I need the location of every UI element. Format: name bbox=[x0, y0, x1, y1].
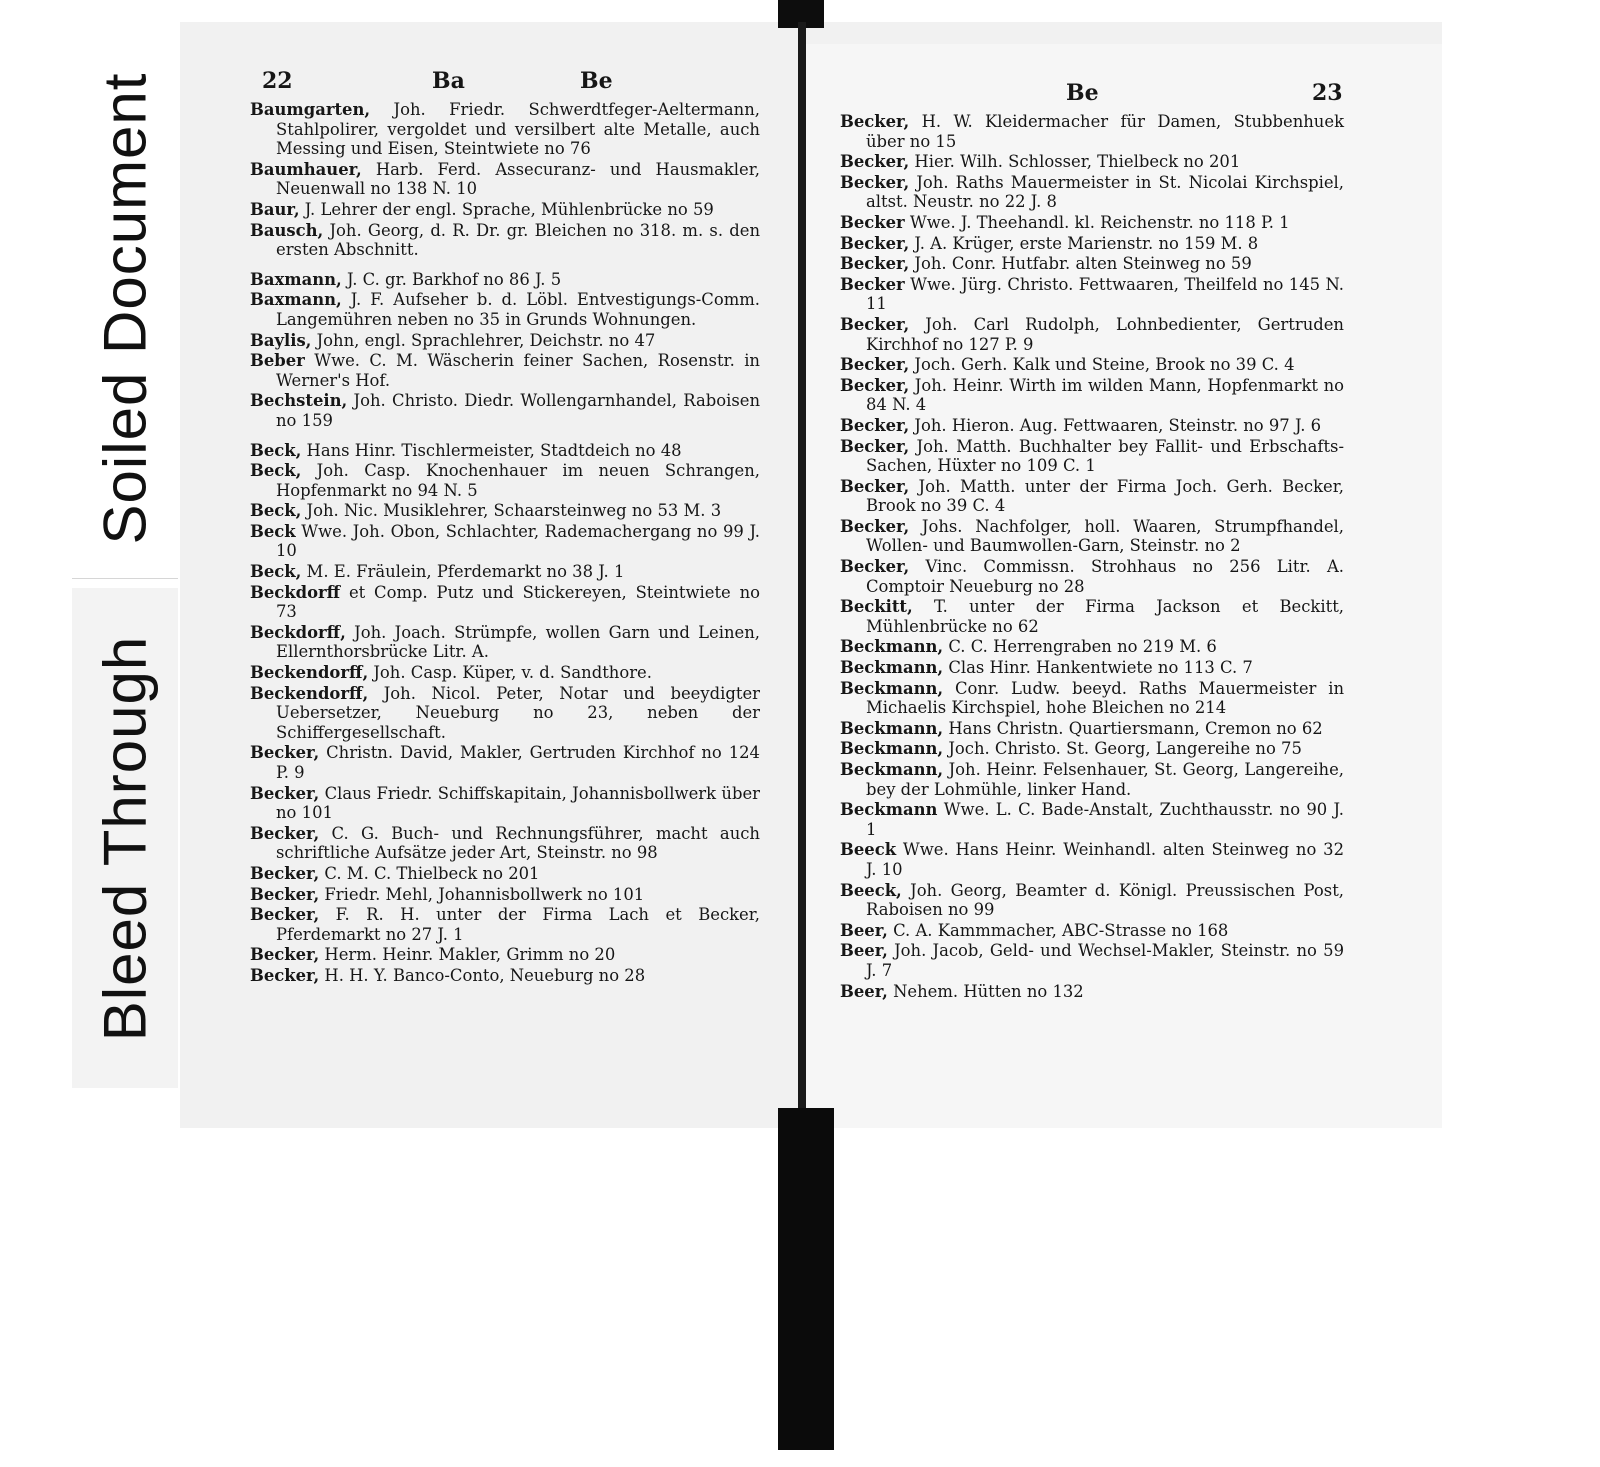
entry-text: Claus Friedr. Schiffskapitain, Johannisbollwerk über no 101 bbox=[276, 783, 760, 823]
directory-entry bbox=[840, 881, 1344, 920]
entry-text: Joh. Christo. Diedr. Wollengarnhandel, Raboisen no 159 bbox=[276, 391, 760, 430]
directory-entry bbox=[840, 597, 1344, 636]
entry-name: Becker, bbox=[840, 516, 910, 536]
entry-text: Wwe. L. C. Bade-Anstalt, Zuchthausstr. no 90 J. 1 bbox=[866, 800, 1344, 839]
entry-name: Beckdorff bbox=[250, 582, 341, 602]
entry-text: Nehem. Hütten no 132 bbox=[887, 981, 1084, 1001]
entry-name: Becker, bbox=[250, 743, 320, 763]
entry-name: Becker, bbox=[840, 172, 910, 192]
directory-entry bbox=[250, 684, 760, 743]
entry-name: Beckmann, bbox=[840, 637, 944, 657]
entry-name: Becker, bbox=[840, 233, 910, 253]
entry-name: Baxmann, bbox=[250, 290, 342, 310]
entry-name: Beckmann, bbox=[840, 739, 944, 759]
entry-text: J. Lehrer der engl. Sprache, Mühlenbrücke no 59 bbox=[299, 199, 714, 219]
entry-name: Becker, bbox=[250, 863, 320, 883]
watermark-label bbox=[72, 48, 178, 1068]
entry-text: Harb. Ferd. Assecuranz- und Hausmakler, Neuenwall no 138 N. 10 bbox=[276, 159, 760, 199]
directory-entry bbox=[250, 391, 760, 430]
entry-name: Beck, bbox=[250, 562, 302, 582]
entry-text: Wwe. Joh. Obon, Schlachter, Rademachergang no 99 J. 10 bbox=[276, 521, 760, 561]
directory-entry bbox=[840, 982, 1344, 1002]
entry-text: Joh. Matth. Buchhalter bey Fallit- und Erbschafts-Sachen, Hüxter no 109 C. 1 bbox=[866, 436, 1344, 476]
entry-name: Beckmann, bbox=[840, 760, 944, 779]
directory-entry bbox=[250, 784, 760, 823]
entry-name: Beeck bbox=[840, 840, 897, 860]
entry-text: John, engl. Sprachlehrer, Deichstr. no 47 bbox=[311, 330, 656, 350]
entry-text: Joh. Matth. unter der Firma Joch. Gerh. Becker, Brook no 39 C. 4 bbox=[866, 476, 1344, 516]
directory-entry bbox=[840, 173, 1344, 212]
entry-name: Beckendorff, bbox=[250, 663, 369, 683]
entry-text: Herm. Heinr. Makler, Grimm no 20 bbox=[319, 945, 616, 965]
directory-entry bbox=[250, 885, 760, 905]
watermark-bleed-through: Bleed Through bbox=[91, 635, 159, 1041]
entry-name: Beckendorff, bbox=[250, 683, 369, 703]
entry-name: Beckdorff, bbox=[250, 622, 346, 642]
directory-entry bbox=[840, 679, 1344, 718]
directory-entry bbox=[840, 477, 1344, 516]
watermark-divider bbox=[72, 578, 178, 579]
entry-name: Becker, bbox=[840, 254, 910, 274]
left-running-head-1: Ba bbox=[432, 68, 465, 94]
directory-entry bbox=[840, 840, 1344, 879]
entry-name: Beckmann, bbox=[840, 658, 944, 678]
directory-entry bbox=[840, 719, 1344, 739]
entry-name: Becker, bbox=[840, 476, 910, 496]
entry-name: Beer, bbox=[840, 941, 888, 961]
watermark-bottom bbox=[72, 588, 178, 1088]
entry-name: Baxmann, bbox=[250, 269, 342, 289]
entry-text: H. H. Y. Banco-Conto, Neueburg no 28 bbox=[319, 965, 646, 985]
directory-entry bbox=[250, 501, 760, 521]
watermark-soiled-document: Soiled Document bbox=[91, 72, 159, 544]
directory-entry bbox=[250, 160, 760, 199]
directory-entry bbox=[250, 461, 760, 500]
book-gutter bbox=[798, 22, 806, 1112]
entry-text: Vinc. Commissn. Strohhaus no 256 Litr. A. Comptoir Neueburg no 28 bbox=[866, 557, 1344, 596]
entry-text: C. A. Kammmacher, ABC-Strasse no 168 bbox=[887, 920, 1229, 940]
entry-name: Baumhauer, bbox=[250, 159, 362, 179]
entry-name: Beber bbox=[250, 351, 305, 371]
entry-name: Beck, bbox=[250, 461, 302, 481]
entry-name: Beck bbox=[250, 521, 296, 541]
directory-entry bbox=[250, 100, 760, 159]
directory-entry bbox=[840, 437, 1344, 476]
entry-text: Joh. Casp. Knochenhauer im neuen Schrangen, Hopfenmarkt no 94 N. 5 bbox=[276, 461, 760, 500]
left-running-head-2: Be bbox=[580, 68, 613, 94]
entry-text: Friedr. Mehl, Johannisbollwerk no 101 bbox=[319, 884, 645, 904]
directory-entry bbox=[250, 221, 760, 260]
entry-name: Becker bbox=[840, 212, 905, 232]
entry-text: Clas Hinr. Hankentwiete no 113 C. 7 bbox=[943, 658, 1253, 678]
directory-entry bbox=[840, 234, 1344, 254]
entry-name: Becker, bbox=[840, 355, 910, 375]
entry-text: Joh. Nicol. Peter, Notar und beeydigter Uebersetzer, Neueburg no 23, neben der Schiffergesellschaft. bbox=[276, 683, 760, 742]
entry-name: Becker, bbox=[840, 314, 910, 334]
directory-entry bbox=[250, 966, 760, 986]
directory-entry bbox=[840, 739, 1344, 759]
entry-text: F. R. H. unter der Firma Lach et Becker, Pferdemarkt no 27 J. 1 bbox=[276, 905, 760, 944]
entry-name: Becker, bbox=[840, 436, 910, 456]
entry-text: C. M. C. Thielbeck no 201 bbox=[319, 863, 540, 883]
entry-name: Becker, bbox=[840, 375, 910, 395]
directory-entry bbox=[250, 623, 760, 662]
entry-name: Baumgarten, bbox=[250, 100, 371, 119]
entry-name: Beer, bbox=[840, 920, 888, 940]
entry-text: et Comp. Putz und Stickereyen, Steintwiete no 73 bbox=[276, 582, 760, 622]
entry-text: Wwe. C. M. Wäscherin feiner Sachen, Rosenstr. in Werner's Hof. bbox=[276, 351, 760, 390]
directory-entry bbox=[250, 743, 760, 782]
directory-entry bbox=[840, 941, 1344, 980]
entry-name: Bechstein, bbox=[250, 391, 348, 411]
entry-text: Joh. Nic. Musiklehrer, Schaarsteinweg no 53 M. 3 bbox=[301, 501, 722, 521]
entry-name: Becker, bbox=[840, 112, 910, 131]
entry-name: Baylis, bbox=[250, 330, 312, 350]
directory-entry bbox=[840, 254, 1344, 274]
directory-entry bbox=[250, 441, 760, 461]
directory-entry bbox=[840, 152, 1344, 172]
directory-entry bbox=[250, 200, 760, 220]
entry-text: M. E. Fräulein, Pferdemarkt no 38 J. 1 bbox=[301, 562, 625, 582]
entry-text: Joh. Georg, d. R. Dr. gr. Bleichen no 318. m. s. den ersten Abschnitt. bbox=[276, 220, 760, 260]
entry-text: Joh. Georg, Beamter d. Königl. Preussischen Post, Raboisen no 99 bbox=[866, 880, 1344, 920]
entry-text: Wwe. Hans Heinr. Weinhandl. alten Steinweg no 32 J. 10 bbox=[866, 840, 1344, 879]
directory-entry bbox=[840, 800, 1344, 839]
entry-text: Joh. Friedr. Schwerdtfeger-Aeltermann, Stahlpolirer, vergoldet und versilbert alte Metalle, auch Messing und Eisen, Steintwiete no 76 bbox=[276, 100, 760, 159]
entry-text: Wwe. J. Theehandl. kl. Reichenstr. no 118 P. 1 bbox=[904, 212, 1290, 232]
directory-entry bbox=[250, 270, 760, 290]
entry-text: Wwe. Jürg. Christo. Fettwaaren, Theilfeld no 145 N. 11 bbox=[866, 274, 1344, 314]
entry-text: Johs. Nachfolger, holl. Waaren, Strumpfhandel, Wollen- und Baumwollen-Garn, Steinstr. no 2 bbox=[866, 516, 1344, 556]
entry-name: Beck, bbox=[250, 501, 302, 521]
entry-name: Beckmann, bbox=[840, 678, 944, 698]
entry-name: Becker, bbox=[250, 905, 320, 925]
right-page bbox=[840, 72, 1344, 1002]
entry-text: J. F. Aufseher b. d. Löbl. Entvestigungs-Comm. Langemühren neben no 35 in Grunds Wohnungen. bbox=[276, 290, 760, 329]
directory-entry bbox=[250, 945, 760, 965]
entry-text: J. A. Krüger, erste Marienstr. no 159 M. 8 bbox=[909, 233, 1259, 253]
entry-text: T. unter der Firma Jackson et Beckitt, Mühlenbrücke no 62 bbox=[866, 597, 1344, 636]
directory-entry bbox=[840, 355, 1344, 375]
directory-entry bbox=[250, 905, 760, 944]
entry-name: Becker, bbox=[250, 823, 320, 843]
entry-text: Joch. Christo. St. Georg, Langereihe no 75 bbox=[943, 739, 1302, 759]
directory-entry bbox=[250, 290, 760, 329]
entry-name: Becker, bbox=[250, 783, 320, 803]
entry-text: Joh. Joach. Strümpfe, wollen Garn und Leinen, Ellernthorsbrücke Litr. A. bbox=[276, 622, 760, 662]
directory-entry bbox=[250, 583, 760, 622]
directory-entry bbox=[840, 275, 1344, 314]
entry-text: Joch. Gerh. Kalk und Steine, Brook no 39 C. 4 bbox=[909, 355, 1295, 375]
entry-name: Beck, bbox=[250, 440, 302, 460]
left-page-number: 22 bbox=[262, 68, 293, 94]
entry-name: Becker, bbox=[840, 152, 910, 172]
directory-entry bbox=[250, 351, 760, 390]
directory-entry bbox=[840, 658, 1344, 678]
left-entry-list bbox=[250, 100, 760, 986]
entry-name: Becker, bbox=[840, 557, 910, 577]
entry-name: Beckitt, bbox=[840, 597, 913, 617]
entry-name: Beckmann bbox=[840, 800, 938, 820]
entry-text: Hans Christn. Quartiersmann, Cremon no 62 bbox=[943, 718, 1323, 738]
directory-entry bbox=[250, 663, 760, 683]
entry-text: J. C. gr. Barkhof no 86 J. 5 bbox=[341, 269, 562, 289]
entry-text: Joh. Raths Mauermeister in St. Nicolai Kirchspiel, altst. Neustr. no 22 J. 8 bbox=[866, 172, 1344, 212]
directory-entry bbox=[840, 213, 1344, 233]
entry-name: Bausch, bbox=[250, 220, 324, 240]
directory-entry bbox=[840, 557, 1344, 596]
entry-text: Joh. Heinr. Wirth im wilden Mann, Hopfenmarkt no 84 N. 4 bbox=[866, 375, 1344, 415]
entry-text: H. W. Kleidermacher für Damen, Stubbenhuek über no 15 bbox=[866, 112, 1344, 151]
right-page-number: 23 bbox=[1312, 80, 1343, 106]
entry-text: Joh. Casp. Küper, v. d. Sandthore. bbox=[368, 663, 652, 683]
right-entry-list bbox=[840, 112, 1344, 1001]
entry-name: Becker, bbox=[840, 415, 910, 435]
entry-text: Hans Hinr. Tischlermeister, Stadtdeich no 48 bbox=[301, 440, 682, 460]
binding-clip-bottom bbox=[778, 1108, 834, 1450]
directory-entry bbox=[840, 760, 1344, 799]
entry-text: Conr. Ludw. beeyd. Raths Mauermeister in Michaelis Kirchspiel, hohe Bleichen no 214 bbox=[866, 678, 1344, 718]
entry-text: C. C. Herrengraben no 219 M. 6 bbox=[943, 637, 1217, 657]
directory-entry bbox=[840, 517, 1344, 556]
entry-text: Joh. Hieron. Aug. Fettwaaren, Steinstr. no 97 J. 6 bbox=[909, 415, 1322, 435]
directory-entry bbox=[250, 864, 760, 884]
entry-name: Beer, bbox=[840, 981, 888, 1001]
directory-entry bbox=[840, 315, 1344, 354]
entry-text: Joh. Jacob, Geld- und Wechsel-Makler, Steinstr. no 59 J. 7 bbox=[866, 941, 1344, 980]
entry-text: C. G. Buch- und Rechnungsführer, macht auch schriftliche Aufsätze jeder Art, Steinstr. no 98 bbox=[276, 823, 760, 863]
directory-entry bbox=[840, 637, 1344, 657]
watermark-top bbox=[72, 48, 178, 568]
directory-entry bbox=[840, 416, 1344, 436]
entry-text: Hier. Wilh. Schlosser, Thielbeck no 201 bbox=[909, 152, 1241, 172]
directory-entry bbox=[250, 522, 760, 561]
entry-name: Becker, bbox=[250, 965, 320, 985]
left-page bbox=[250, 60, 760, 987]
right-page-header bbox=[840, 72, 1344, 112]
entry-text: Christn. David, Makler, Gertruden Kirchhof no 124 P. 9 bbox=[276, 743, 760, 782]
entry-name: Beeck, bbox=[840, 880, 902, 900]
directory-entry bbox=[840, 921, 1344, 941]
entry-name: Becker bbox=[840, 274, 905, 294]
entry-name: Baur, bbox=[250, 199, 300, 219]
right-running-head: Be bbox=[1066, 80, 1099, 106]
directory-entry bbox=[840, 112, 1344, 151]
left-page-header bbox=[250, 60, 760, 100]
entry-name: Beckmann, bbox=[840, 718, 944, 738]
entry-text: Joh. Conr. Hutfabr. alten Steinweg no 59 bbox=[909, 254, 1252, 274]
directory-entry bbox=[250, 562, 760, 582]
entry-name: Becker, bbox=[250, 884, 320, 904]
directory-entry bbox=[840, 376, 1344, 415]
directory-entry bbox=[250, 824, 760, 863]
entry-name: Becker, bbox=[250, 945, 320, 965]
directory-entry bbox=[250, 331, 760, 351]
entry-text: Joh. Carl Rudolph, Lohnbedienter, Gertruden Kirchhof no 127 P. 9 bbox=[866, 314, 1344, 354]
entry-text: Joh. Heinr. Felsenhauer, St. Georg, Langereihe, bey der Lohmühle, linker Hand. bbox=[866, 760, 1344, 799]
